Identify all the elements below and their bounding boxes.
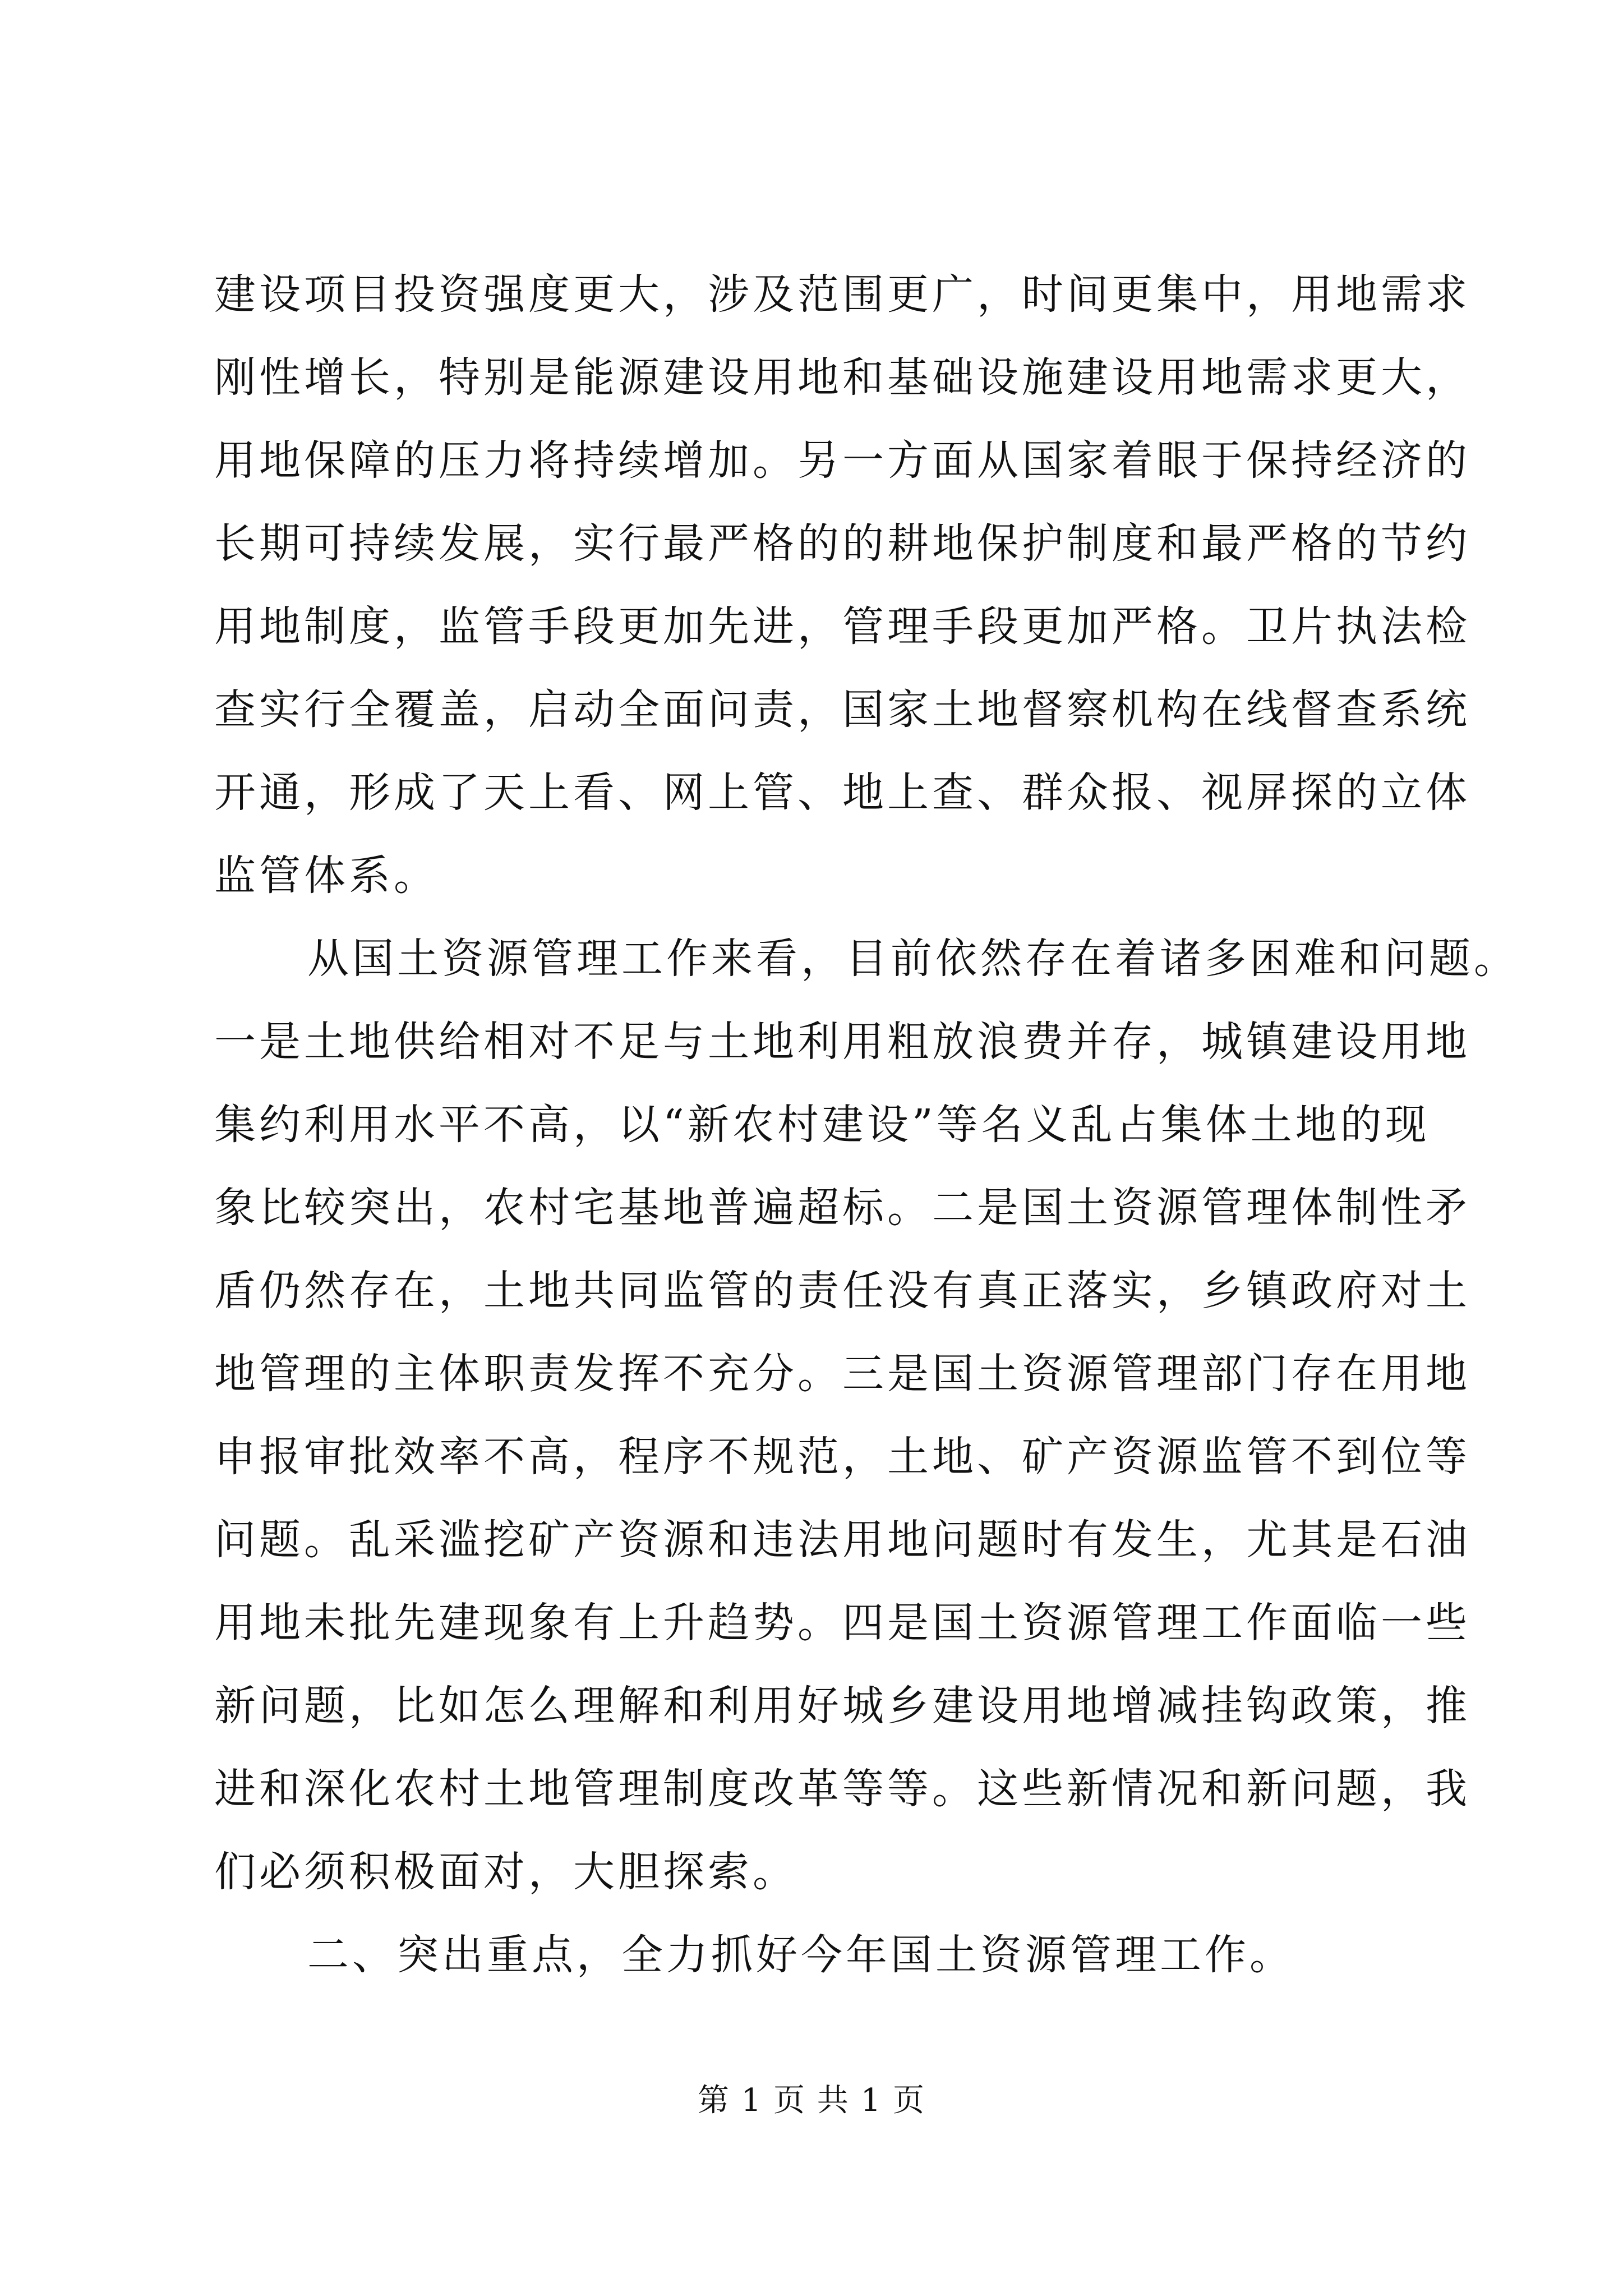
text-line: 建设项目投资强度更大，涉及范围更广，时间更集中，用地需求 xyxy=(214,270,1470,319)
text-line: 盾仍然存在，土地共同监管的责任没有真正落实，乡镇政府对土 xyxy=(214,1267,1470,1315)
text-line: 们必须积极面对，大胆探索。 xyxy=(214,1848,797,1896)
text-line: 一是土地供给相对不足与土地利用粗放浪费并存，城镇建设用地 xyxy=(214,1018,1470,1066)
text-line: 用地保障的压力将持续增加。另一方面从国家着眼于保持经济的 xyxy=(214,436,1470,485)
section-heading: 二、突出重点，全力抓好今年国土资源管理工作。 xyxy=(307,1931,1294,1979)
text-line: 象比较突出，农村宅基地普遍超标。二是国土资源管理体制性矛 xyxy=(214,1184,1470,1232)
text-line: 地管理的主体职责发挥不充分。三是国土资源管理部门存在用地 xyxy=(214,1350,1470,1398)
text-line: 监管体系。 xyxy=(214,852,439,900)
text-line: 长期可持续发展，实行最严格的的耕地保护制度和最严格的节约 xyxy=(214,519,1470,568)
text-line: 用地未批先建现象有上升趋势。四是国土资源管理工作面临一些 xyxy=(214,1599,1470,1647)
text-line: 申报审批效率不高，程序不规范，土地、矿产资源监管不到位等 xyxy=(214,1433,1470,1481)
text-line: 进和深化农村土地管理制度改革等等。这些新情况和新问题，我 xyxy=(214,1765,1470,1813)
page-footer: 第 1 页 共 1 页 xyxy=(697,2082,926,2119)
text-line: 集约利用水平不高，以“新农村建设”等名义乱占集体土地的现 xyxy=(214,1101,1430,1149)
text-line: 开通，形成了天上看、网上管、地上查、群众报、视屏探的立体 xyxy=(214,769,1470,817)
text-line: 问题。乱采滥挖矿产资源和违法用地问题时有发生，尤其是石油 xyxy=(214,1516,1470,1564)
paragraph-first-line: 从国土资源管理工作来看，目前依然存在着诸多困难和问题。 xyxy=(307,935,1519,983)
text-line: 刚性增长，特别是能源建设用地和基础设施建设用地需求更大， xyxy=(214,353,1470,402)
text-line: 新问题，比如怎么理解和利用好城乡建设用地增减挂钩政策，推 xyxy=(214,1682,1470,1730)
text-line: 用地制度，监管手段更加先进，管理手段更加严格。卫片执法检 xyxy=(214,602,1470,651)
text-line: 查实行全覆盖，启动全面问责，国家土地督察机构在线督查系统 xyxy=(214,685,1470,734)
